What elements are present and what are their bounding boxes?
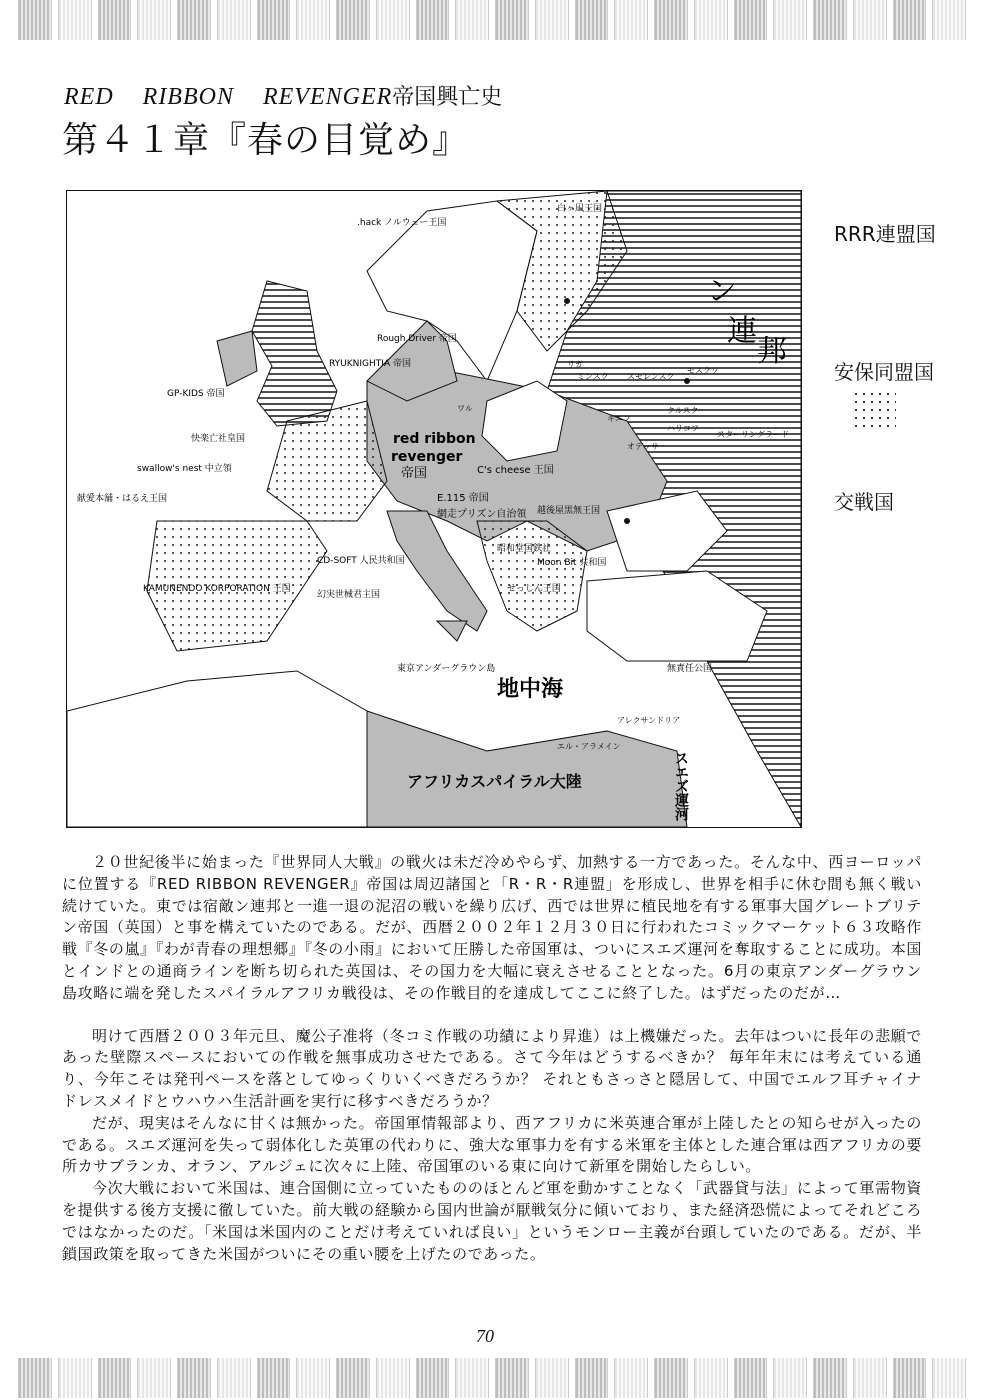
paragraph-4: 今次大戦において米国は、連合国側に立っていたもののほとんど軍を動かすことなく「武器貸与法」によって軍需物資を提供する後方支援に徹していた。前大戦の経験から国内世論が厭戦気分に傾いており、また経済恐慌によってそれどころではなかったのだ。「米国は米国内のことだけ考えていれば良い」というモンロー主義が台頭していたのである。だが、半鎖国政策を取ってきた米国がついにその重い腰を上げたのであった。 [62,1179,922,1263]
label-kamune: KAMUNENDO KORPORATION 王国 [143,584,291,594]
chapter-title: 第４１章『春の目覚め』 [62,120,470,161]
label-stalingrad: スターリングラード [717,430,789,439]
legend-enemy: 交戦国 [834,490,894,514]
egypt-territory [367,711,687,827]
union-label-1: ン [707,274,737,309]
label-tokyo: 東京アンダーグラウン島 [397,664,496,674]
top-decorative-band [18,0,966,40]
label-cdsoft: CD-SOFT 人民共和国 [317,556,405,566]
page-number: 70 [476,1326,494,1346]
label-swallow: swallow's nest 中立領 [137,464,232,474]
paragraph-3: だが、現実はそんなに甘くは無かった。帝国軍情報部より、西アフリカに米英連合軍が上陸したとの知らせが入ったのである。スエズ運河を失って弱体化した英軍の代わりに、強大な軍事力を有する米軍を主体とした連合軍は西アフリカの要所カサブランカ、オラン、アルジェに次々に上陸、帝国軍のいる東に向けて新軍を開始したらしい。 [62,1113,922,1176]
label-africa: アフリカスパイラル大陸 [407,772,582,791]
ireland [217,331,257,386]
sicily [437,621,467,641]
series-title [64,80,502,111]
series-title-jp: 帝国興亡史 [392,85,503,110]
label-suez: スエズ運河 [673,751,689,821]
label-ryuk: RYUKNIGHTIA 帝国 [329,359,411,369]
label-smolensk: スモレンスク [627,372,675,381]
label-e115: E.115 帝国 [437,493,489,504]
label-kharkov: ハリコフ [667,424,699,433]
label-rrr-3: 帝国 [401,466,428,481]
label-prison: 網走プリズン自治領 [437,509,527,520]
label-yaoi: 越後屋黒無王国 [537,506,601,516]
label-moscow: モスクワ [687,366,719,375]
britain [252,281,337,426]
label-moon: Moon Bit 共和国 [537,558,607,568]
label-rough: Rough Driver 帝国 [377,334,457,344]
label-warsaw: ワル [457,404,473,413]
paragraph-2: 明けて西暦２００３年元旦、魔公子准将（冬コミ作戦の功績により昇進）は上機嫌だった。去年はついに長年の悲願であった壁際スペースにおいての作戦を無事成功させたである。さて今年はどうするべきか？ 毎年年末には考えている通り、今年こそは発刊ペースを落としてゆっくりいくべきだろうか？ それともさっさと隠居して、中国でエルフ耳チャイナドレスメイドとウハウハ生活計画を実行に移すべきだろうか？ [62,1026,922,1110]
label-kiev: キエフ [607,414,631,423]
label-rrr-1: red ribbon [393,431,476,447]
legend-allied: RRR連盟国 [834,222,936,246]
label-gp: GP-KIDS 帝国 [167,389,225,399]
label-sweden: 白ヶ凪王国 [557,204,603,214]
label-hack: .hack ノルウェー王国 [357,218,447,228]
label-kenai: 献愛本舗・はるえ王国 [77,494,168,504]
label-rrr-2: revenger [391,449,463,465]
body-text [62,852,922,1265]
label-odessa: オデッサ [627,442,659,451]
label-sea: 地中海 [497,677,564,702]
series-title-latin: RED RIBBON REVENGER [64,84,393,110]
label-cheese: C's cheese 王国 [477,465,554,476]
label-setsu: せっしん王国 [507,584,561,594]
label-kursk: クルスク [667,406,699,415]
legend-dots-swatch [852,390,896,428]
bottom-decorative-band [18,1358,966,1398]
label-noresp: 無責任公国 [667,664,713,674]
scandinavia [367,201,537,381]
label-minsk: ミンスク [577,372,609,381]
union-label-3: 邦 [757,334,787,369]
paragraph-1: ２０世紀後半に始まった『世界同人大戦』の戦火は未だ冷めやらず、加熱する一方であった。そんな中、西ヨーロッパに位置する『RED RIBBON REVENGER』帝国は周辺諸国と「R・R・R連盟」を形成し、世界を相手に休む間も無く戦い続けていた。東では宿敵ン連邦と一進一退の泥沼の戦いを繰り広げ、西では世界に植民地を有する軍事大国グレートブリテン帝国（英国）と事を構えていたのである。だが、西暦２００２年１２月３０日に行われたコミックマーケット６３攻略作戦『冬の嵐』『わが青春の理想郷』『冬の小雨』において圧勝した帝国軍は、ついにスエズ運河を奪取することに成功。本国とインドとの通商ラインを断ち切られた英国は、その国力を大幅に衰えさせることとなった。6月の東京アンダーグラウン島攻略に端を発したスパイラルアフリカ戦役は、その作戦目的を達成してここに終了した。はずだったのだが… [62,853,922,1002]
label-riga: リガ [567,360,583,369]
label-shomo: 昭和堂国鉄社 [497,544,552,554]
europe-map [66,190,802,828]
label-elalamein: エル・アラメイン [557,742,621,751]
label-alex: アレクサンドリア [617,716,681,725]
legend-security: 安保同盟国 [834,360,934,384]
label-genso: 幻実世械君主国 [317,590,381,600]
union-label-2: 連 [727,314,757,349]
label-kaiki: 快楽亡社皇国 [191,434,246,444]
